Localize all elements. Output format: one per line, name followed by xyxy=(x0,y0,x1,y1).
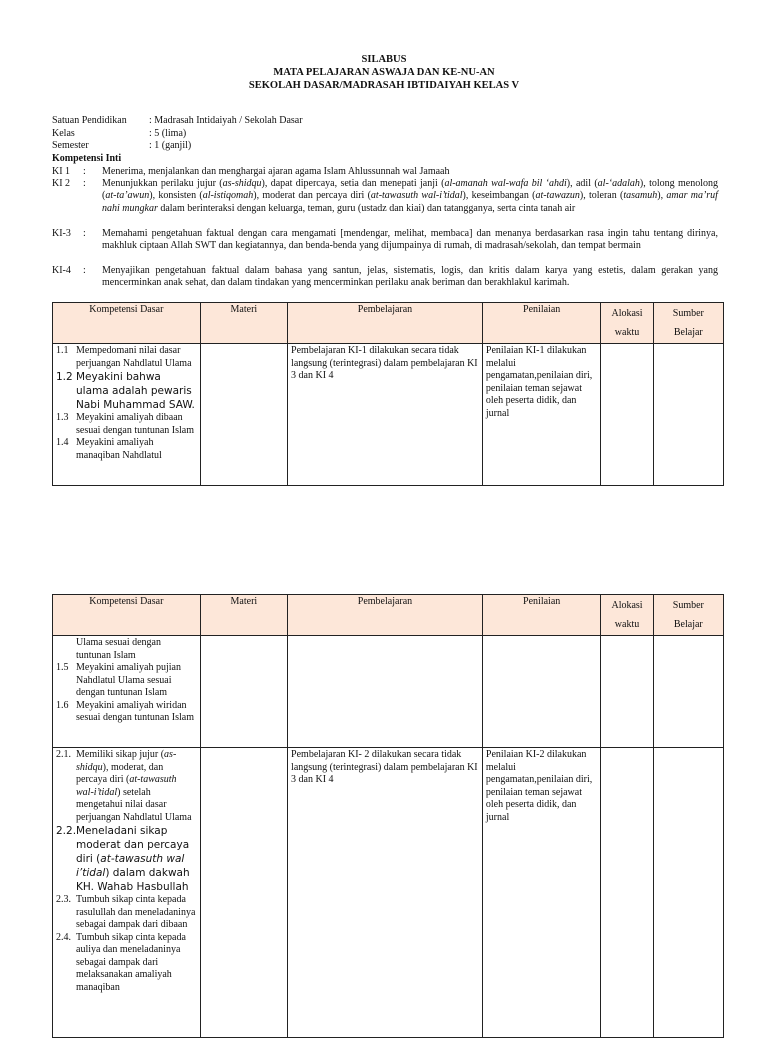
kd-1-1: 1.1 Mempedomani nilai dasar perjuangan Nahdlatul Ulama xyxy=(56,345,192,369)
kd-1-2: 1.2 Meyakini bahwa ulama adalah pewaris Nabi Muhammad SAW. xyxy=(56,371,195,411)
penilaian-cell: Penilaian KI-1 dilakukan melalui pengamatan,penilaian diri, penilaian teman sejawat oleh peserta didik, dan jurnal xyxy=(482,344,601,486)
kd-2-4: 2.4. Tumbuh sikap cinta kepada auliya dan meneladaninya sebagai dampak dari melaksanakan amaliyah manaqiban xyxy=(56,931,186,993)
ki-2-colon: : xyxy=(83,178,86,189)
penilaian-cell: Penilaian KI-2 dilakukan melalui pengamatan,penilaian diri, penilaian teman sejawat oleh peserta didik, dan jurnal xyxy=(482,748,601,1038)
pembelajaran-cell: Pembelajaran KI-1 dilakukan secara tidak langsung (terintegrasi) dalam pembelajaran KI 3 dan KI 4 xyxy=(288,344,483,486)
kelas-label: Kelas xyxy=(52,127,75,139)
silabus-table-2 xyxy=(52,594,724,1038)
kd-cell xyxy=(53,636,201,748)
ki-3 xyxy=(52,228,718,253)
ki-1 xyxy=(52,166,718,178)
ki-4-code: KI-4 xyxy=(52,265,71,276)
header-sumber: Sumber Belajar xyxy=(653,303,723,344)
header-materi: Materi xyxy=(200,595,287,636)
kd-cell xyxy=(53,344,201,486)
kd-2-1: 2.1. Memiliki sikap jujur (as-shidqu), moderat, dan percaya diri (at-tawasuth wal-i’tidal) setelah mengetahui nilai dasar perjuangan Nahdlatul Ulama xyxy=(56,749,192,823)
table-1-header-row xyxy=(53,303,724,344)
kelas-value: : 5 (lima) xyxy=(149,127,187,139)
kd-1-4: 1.4 Meyakini amaliyah manaqiban Nahdlatul xyxy=(56,437,162,461)
kd-cell xyxy=(53,748,201,1038)
satuan-label: Satuan Pendidikan xyxy=(52,115,127,126)
kd-2-3: 2.3. Tumbuh sikap cinta kepada rasulullah dan meneladaninya sebagai dampak dari dibaan xyxy=(56,894,196,930)
kompetensi-inti-heading: Kompetensi Inti xyxy=(52,152,122,164)
satuan-value: : Madrasah Intidaiyah / Sekolah Dasar xyxy=(149,115,303,126)
sumber-cell xyxy=(653,748,723,1038)
ki-4 xyxy=(52,265,718,290)
alokasi-cell xyxy=(601,344,653,486)
kd-1-5: 1.5 Meyakini amaliyah pujian Nahdlatul Ulama sesuai dengan tuntunan Islam xyxy=(56,662,181,698)
header-pembelajaran: Pembelajaran xyxy=(288,595,483,636)
ki-4-colon: : xyxy=(83,265,86,276)
kd-1-3: 1.3 Meyakini amaliyah dibaan sesuai dengan tuntunan Islam xyxy=(56,412,195,436)
kd-2-2: 2.2. Meneladani sikap moderat dan percaya diri (at-tawasuth wal i’tidal) dalam dakwah KH. Wahab Hasbullah xyxy=(56,825,190,893)
header-penilaian: Penilaian xyxy=(482,303,601,344)
ki-4-text: Menyajikan pengetahuan faktual dalam bahasa yang santun, jelas, sistematis, logis, dan kritis dalam karya yang estetis, dalam gerakan yang mencerminkan anak sehat, dan dalam tindakan yang mencerminkan perilaku anak beriman dan berakhlakul karimah. xyxy=(102,265,718,289)
ki-3-text: Memahami pengetahuan faktual dengan cara mengamati [mendengar, melihat, membaca] dan menanya berdasarkan rasa ingin tahu tentang dirinya, makhluk ciptaan Allah SWT dan kegiatannya, dan benda-benda yang dijumpainya di rumah, di madrasah/sekolah, dan tempat bermain xyxy=(102,228,718,252)
header-kd: Kompetensi Dasar xyxy=(53,303,201,344)
sumber-cell xyxy=(653,344,723,486)
table-2-header-row xyxy=(53,595,724,636)
penilaian-cell xyxy=(482,636,601,748)
kd-1-6: 1.6 Meyakini amaliyah wiridan sesuai dengan tuntunan Islam xyxy=(56,699,195,723)
table-row xyxy=(53,748,724,1038)
alokasi-cell xyxy=(601,636,653,748)
info-block xyxy=(52,115,303,165)
ki-1-colon: : xyxy=(83,166,86,177)
header-kd: Kompetensi Dasar xyxy=(53,595,201,636)
alokasi-cell xyxy=(601,748,653,1038)
semester-label: Semester xyxy=(52,140,89,151)
ki-1-code: KI 1 xyxy=(52,166,71,177)
materi-cell xyxy=(200,636,287,748)
header-alokasi: Alokasi waktu xyxy=(601,595,653,636)
header-pembelajaran: Pembelajaran xyxy=(288,303,483,344)
ki-2-text: Menunjukkan perilaku jujur (as-shidqu), dapat dipercaya, setia dan menepati janji (al-amanah wal-wafa bil ‘ahdi), adil (al-‘adalah), tolong menolong (at-ta’awun), konsisten (al-istiqomah), moderat dan percaya diri (at-tawasuth wal-i’tidal), keseimbangan (at-tawazun), toleran (tasamuh), amar ma’ruf nahi mungkar dalam berinteraksi dengan keluarga, teman, guru (ustadz dan kiai) dan tatangganya, serta cinta tanah air xyxy=(102,178,719,214)
title-line-2: MATA PELAJARAN ASWAJA DAN KE-NU-AN xyxy=(273,67,495,78)
sumber-cell xyxy=(653,636,723,748)
header-materi: Materi xyxy=(200,303,287,344)
silabus-table-1 xyxy=(52,302,724,486)
semester-value: : 1 (ganjil) xyxy=(149,140,192,151)
header-sumber: Sumber Belajar xyxy=(653,595,723,636)
materi-cell xyxy=(200,748,287,1038)
kd-continuation: Ulama sesuai dengan tuntunan Islam xyxy=(76,637,161,661)
ki-2-code: KI 2 xyxy=(52,178,71,189)
header-alokasi: Alokasi waktu xyxy=(601,303,653,344)
table-row xyxy=(53,636,724,748)
ki-2 xyxy=(52,178,718,215)
ki-3-code: KI-3 xyxy=(52,228,71,239)
pembelajaran-cell xyxy=(288,636,483,748)
title-line-1: SILABUS xyxy=(361,54,407,65)
pembelajaran-cell: Pembelajaran KI- 2 dilakukan secara tidak langsung (terintegrasi) dalam pembelajaran KI 3 dan KI 4 xyxy=(288,748,483,1038)
header-penilaian: Penilaian xyxy=(482,595,601,636)
ki-3-colon: : xyxy=(83,228,86,239)
title-line-3: SEKOLAH DASAR/MADRASAH IBTIDAIYAH KELAS V xyxy=(248,80,520,91)
table-row xyxy=(53,344,724,486)
materi-cell xyxy=(200,344,287,486)
ki-1-text: Menerima, menjalankan dan menghargai ajaran agama Islam Ahlussunnah wal Jamaah xyxy=(102,166,450,177)
